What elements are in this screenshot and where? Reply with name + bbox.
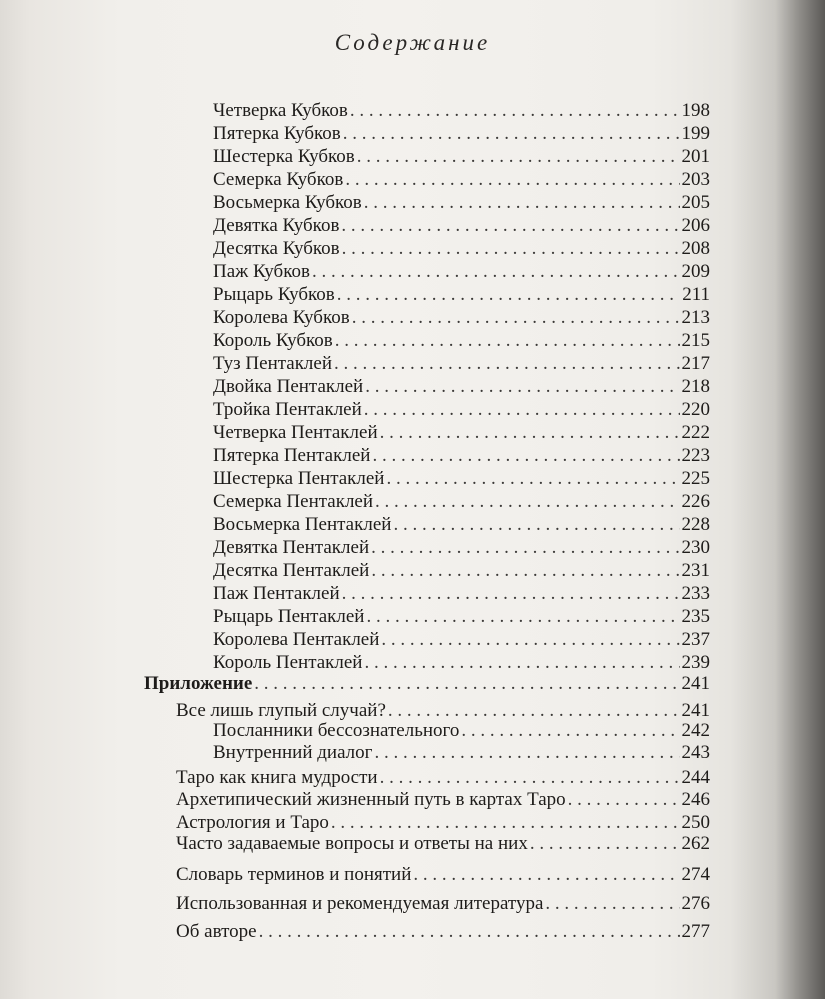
dot-leader xyxy=(461,720,679,742)
toc-entry-page: 277 xyxy=(681,921,710,942)
toc-entry[interactable] xyxy=(176,700,710,722)
toc-entry[interactable] xyxy=(213,376,710,398)
toc-entry-label: Словарь терминов и понятий xyxy=(176,864,412,885)
toc-entry-label: Девятка Кубков xyxy=(213,215,340,236)
toc-entry-page: 237 xyxy=(681,629,710,650)
dot-leader xyxy=(568,789,680,811)
toc-entry-label: Посланники бессознательного xyxy=(213,720,460,741)
toc-entry[interactable] xyxy=(213,720,710,742)
toc-entry[interactable] xyxy=(213,652,710,674)
toc-entry-page: 262 xyxy=(681,833,710,854)
toc-entry-label: Шестерка Пентаклей xyxy=(213,468,385,489)
toc-entry[interactable] xyxy=(176,767,710,789)
toc-entry[interactable] xyxy=(213,537,710,559)
dot-leader xyxy=(341,215,679,237)
toc-entry[interactable] xyxy=(213,399,710,421)
toc-entry-page: 223 xyxy=(681,445,710,466)
toc-entry-page: 220 xyxy=(681,399,710,420)
toc-section-appendix[interactable] xyxy=(144,673,710,695)
dot-leader xyxy=(331,812,680,834)
dot-leader xyxy=(371,537,679,559)
toc-entry-page: 217 xyxy=(681,353,710,374)
toc-entry[interactable] xyxy=(176,789,710,811)
toc-entry-label: Шестерка Кубков xyxy=(213,146,355,167)
dot-leader xyxy=(350,100,680,122)
toc-entry[interactable] xyxy=(213,123,710,145)
toc-entry-page: 274 xyxy=(681,864,710,885)
toc-entry-page: 201 xyxy=(681,146,710,167)
toc-entry[interactable] xyxy=(213,468,710,490)
toc-entry[interactable] xyxy=(213,606,710,628)
toc-entry-label: Король Пентаклей xyxy=(213,652,363,673)
toc-entry-label: Король Кубков xyxy=(213,330,333,351)
dot-leader xyxy=(337,284,680,306)
toc-entry-label: Восьмерка Пентаклей xyxy=(213,514,392,535)
toc-entry-label: Паж Пентаклей xyxy=(213,583,340,604)
toc-entry[interactable] xyxy=(213,330,710,352)
dot-leader xyxy=(381,629,679,651)
toc-entry-label: Тройка Пентаклей xyxy=(213,399,362,420)
toc-entry-page: 215 xyxy=(681,330,710,351)
toc-entry-page: 198 xyxy=(681,100,710,121)
dot-leader xyxy=(372,445,679,467)
page-title: Содержание xyxy=(334,30,491,55)
toc-entry[interactable] xyxy=(213,514,710,536)
toc-entry[interactable] xyxy=(213,192,710,214)
toc-entry-label: Пятерка Пентаклей xyxy=(213,445,371,466)
toc-entry-page: 213 xyxy=(681,307,710,328)
toc-entry-label: Все лишь глупый случай? xyxy=(176,700,386,721)
toc-entry-page: 203 xyxy=(681,169,710,190)
toc-entry-page: 244 xyxy=(681,767,710,788)
toc-entry-page: 218 xyxy=(681,376,710,397)
toc-entry-page: 199 xyxy=(681,123,710,144)
toc-entry-label: Рыцарь Кубков xyxy=(213,284,335,305)
dot-leader xyxy=(380,422,680,444)
toc-entry-page: 209 xyxy=(681,261,710,282)
toc-entry-page: 246 xyxy=(681,789,710,810)
toc-entry[interactable] xyxy=(176,921,710,943)
dot-leader xyxy=(388,700,680,722)
toc-section-page: 241 xyxy=(681,673,710,694)
toc-entry-label: Восьмерка Кубков xyxy=(213,192,362,213)
toc-entry-page: 243 xyxy=(681,742,710,763)
toc-entry[interactable] xyxy=(213,491,710,513)
toc-entry[interactable] xyxy=(176,812,710,834)
dot-leader xyxy=(343,123,680,145)
toc-entry-page: 235 xyxy=(681,606,710,627)
dot-leader xyxy=(334,353,679,375)
toc-entry-page: 230 xyxy=(681,537,710,558)
toc-entry-page: 239 xyxy=(681,652,710,673)
toc-entry[interactable] xyxy=(213,169,710,191)
toc-entry-page: 228 xyxy=(681,514,710,535)
dot-leader xyxy=(364,192,680,214)
toc-entry-page: 241 xyxy=(681,700,710,721)
toc-entry-label: Четверка Пентаклей xyxy=(213,422,378,443)
dot-leader xyxy=(357,146,680,168)
toc-entry[interactable] xyxy=(213,422,710,444)
toc-entry[interactable] xyxy=(176,833,710,855)
toc-section-label: Приложение xyxy=(144,673,253,694)
toc-entry-label: Использованная и рекомендуемая литература xyxy=(176,893,544,914)
dot-leader xyxy=(342,238,680,260)
dot-leader xyxy=(371,560,679,582)
toc-entry-label: Королева Пентаклей xyxy=(213,629,380,650)
toc-entry-label: Астрология и Таро xyxy=(176,812,329,833)
toc-entry-page: 222 xyxy=(681,422,710,443)
toc-entry-page: 242 xyxy=(681,720,710,741)
toc-entry-label: Об авторе xyxy=(176,921,257,942)
toc-entry-label: Семерка Кубков xyxy=(213,169,344,190)
toc-entry-page: 231 xyxy=(681,560,710,581)
toc-entry-page: 276 xyxy=(681,893,710,914)
toc-entry-label: Девятка Пентаклей xyxy=(213,537,370,558)
dot-leader xyxy=(366,606,679,628)
toc-entry[interactable] xyxy=(213,307,710,329)
toc-entry-page: 208 xyxy=(681,238,710,259)
toc-entry-label: Пятерка Кубков xyxy=(213,123,341,144)
toc-entry[interactable] xyxy=(213,742,710,764)
toc-entry-label: Десятка Пентаклей xyxy=(213,560,370,581)
dot-leader xyxy=(386,468,679,490)
toc-entry-label: Паж Кубков xyxy=(213,261,310,282)
dot-leader xyxy=(259,921,680,943)
toc-entry[interactable] xyxy=(213,445,710,467)
toc-entry-label: Королева Кубков xyxy=(213,307,350,328)
toc-entry-label: Часто задаваемые вопросы и ответы на них xyxy=(176,833,528,854)
dot-leader xyxy=(530,833,680,855)
toc-entry-label: Двойка Пентаклей xyxy=(213,376,364,397)
toc-entry-page: 233 xyxy=(681,583,710,604)
dot-leader xyxy=(342,583,680,605)
dot-leader xyxy=(375,491,679,513)
dot-leader xyxy=(545,893,679,915)
toc-entry[interactable] xyxy=(213,583,710,605)
dot-leader xyxy=(345,169,679,191)
toc-entry[interactable] xyxy=(213,238,710,260)
toc-entry-page: 205 xyxy=(681,192,710,213)
toc-entry-page: 225 xyxy=(681,468,710,489)
toc-entry[interactable] xyxy=(213,215,710,237)
toc-entry[interactable] xyxy=(213,100,710,122)
toc-entry[interactable] xyxy=(176,893,710,915)
toc-entry-label: Таро как книга мудрости xyxy=(176,767,378,788)
toc-entry-page: 250 xyxy=(681,812,710,833)
toc-entry[interactable] xyxy=(213,560,710,582)
dot-leader xyxy=(374,742,679,764)
toc-entry-label: Десятка Кубков xyxy=(213,238,340,259)
dot-leader xyxy=(364,399,680,421)
toc-entry[interactable] xyxy=(213,261,710,283)
toc-entry-label: Рыцарь Пентаклей xyxy=(213,606,365,627)
dot-leader xyxy=(393,514,679,536)
dot-leader xyxy=(364,652,679,674)
toc-entry-label: Туз Пентаклей xyxy=(213,353,333,374)
toc-entry[interactable] xyxy=(176,864,710,886)
toc-entry-page: 226 xyxy=(681,491,710,512)
dot-leader xyxy=(335,330,680,352)
toc-entry-label: Архетипический жизненный путь в картах Таро xyxy=(176,789,566,810)
dot-leader xyxy=(312,261,680,283)
toc-entry-label: Четверка Кубков xyxy=(213,100,348,121)
toc-entry-page: 206 xyxy=(681,215,710,236)
toc-entry-label: Внутренний диалог xyxy=(213,742,373,763)
dot-leader xyxy=(352,307,680,329)
dot-leader xyxy=(413,864,679,886)
dot-leader xyxy=(254,673,679,695)
toc-entry[interactable] xyxy=(213,146,710,168)
dot-leader xyxy=(365,376,679,398)
toc-entry[interactable] xyxy=(213,353,710,375)
toc-entry-label: Семерка Пентаклей xyxy=(213,491,374,512)
toc-entry-page: 211 xyxy=(682,284,710,305)
toc-entry[interactable] xyxy=(213,284,710,306)
toc-entry[interactable] xyxy=(213,629,710,651)
dot-leader xyxy=(380,767,680,789)
